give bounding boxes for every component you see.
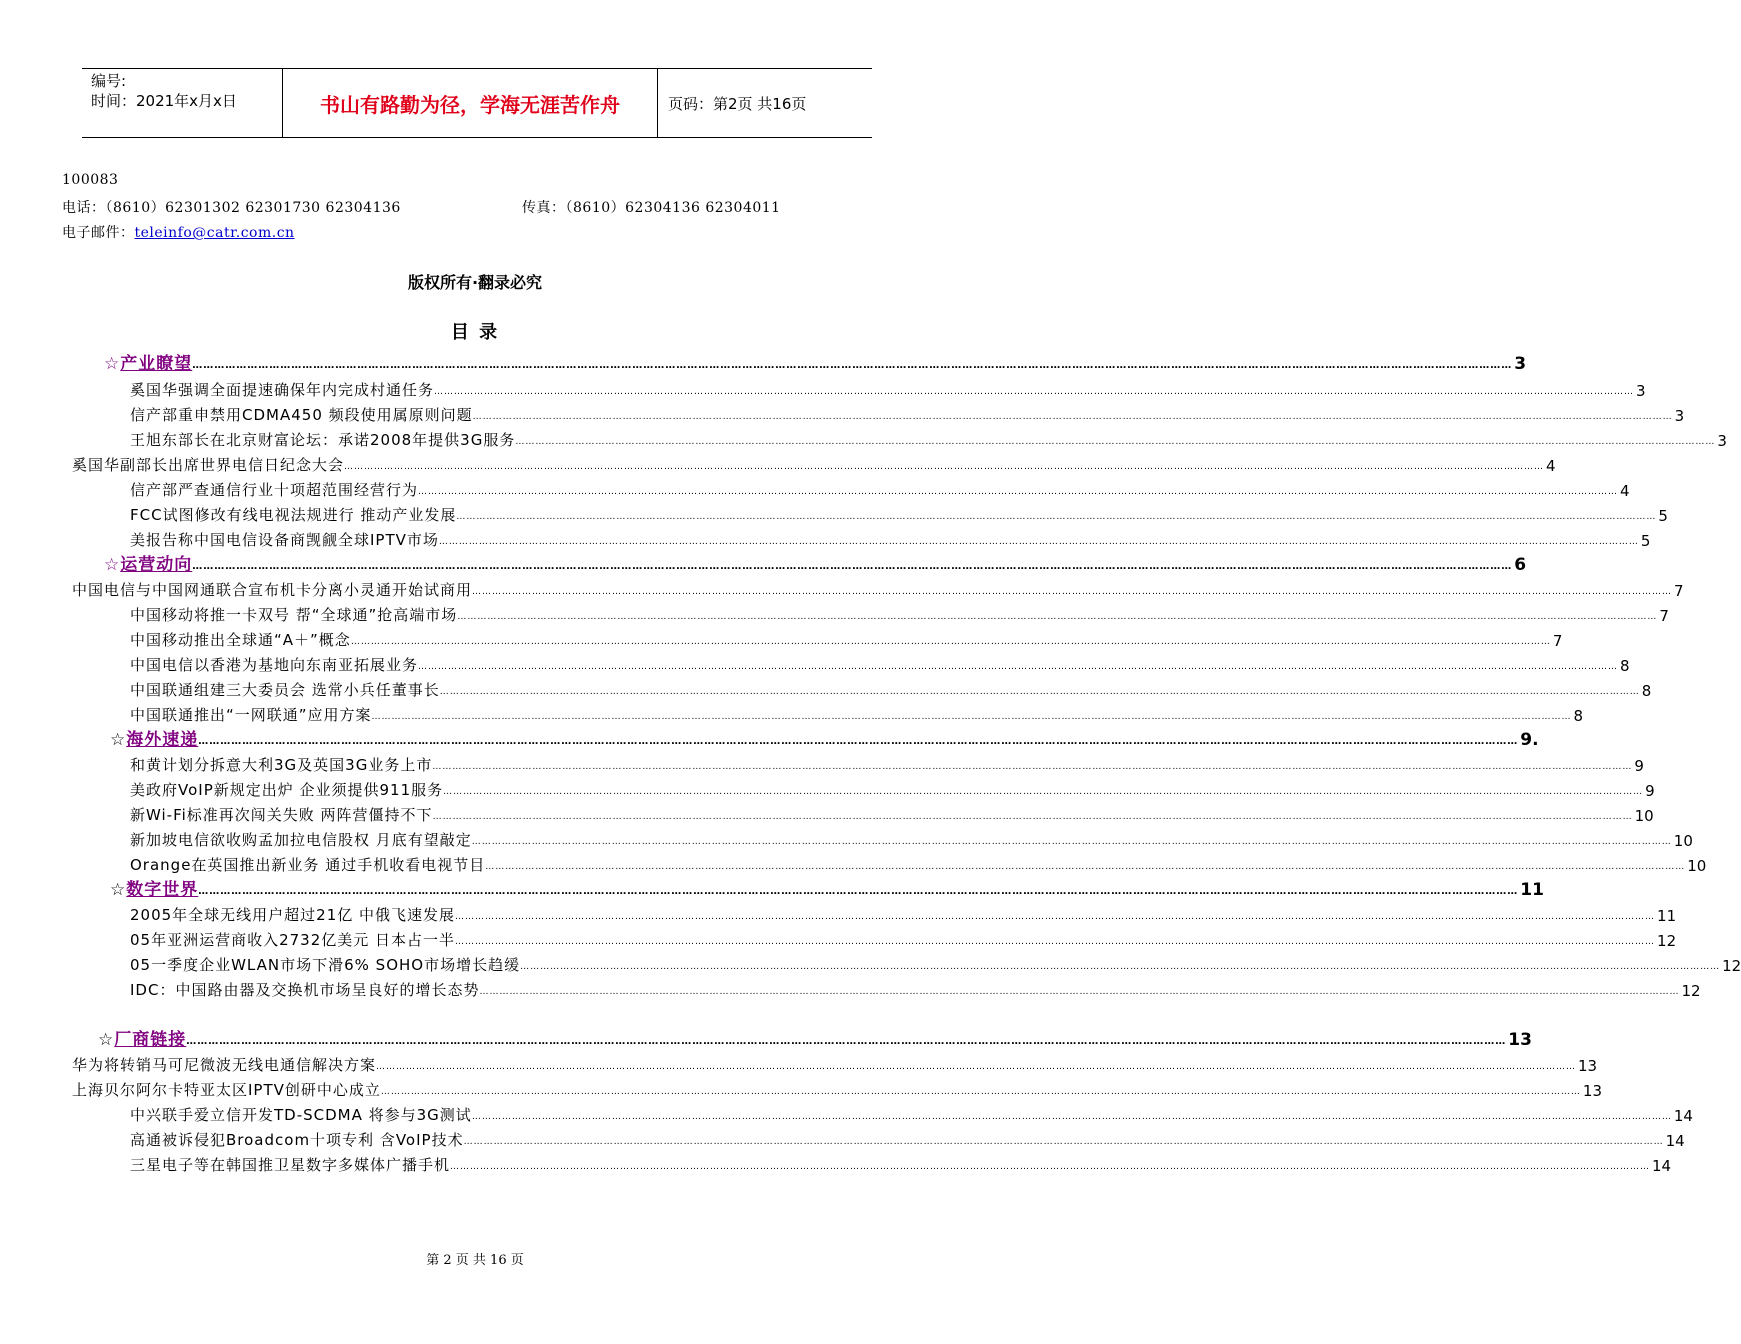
email-label: 电子邮件： [62, 225, 135, 241]
page-number: 4 [1546, 457, 1556, 475]
page-number: 9 [1634, 757, 1644, 775]
page-number: 8 [1641, 682, 1652, 700]
page-number: 3 [1514, 354, 1527, 374]
toc-section[interactable] [98, 1028, 1532, 1050]
toc-entry-title [98, 1025, 186, 1050]
toc-item[interactable] [130, 703, 1584, 725]
toc-item[interactable] [130, 928, 1677, 950]
section-name: 产业瞭望 [120, 354, 193, 374]
dot-leader: ……………………………………………………………………………………………………………………………………………………………………………………………………………………………………………………………………………………………………………………………… [463, 1137, 1664, 1147]
page-number: 10 [1634, 807, 1654, 825]
toc-entry-title: 美报告称中国电信设备商觊觎全球IPTV市场 [130, 531, 439, 549]
header-meta [82, 69, 282, 137]
toc-entry-title: 05年亚洲运营商收入2732亿美元 日本占一半 [130, 931, 456, 949]
toc-item[interactable] [72, 1053, 1598, 1075]
dot-leader: ……………………………………………………………………………………………………………………………………………………………………………………………………………………………………………………………………………………………………………………………… [434, 387, 1635, 397]
copyright-notice: 版权所有·翻录必究 [407, 273, 543, 292]
page-number: 11 [1520, 880, 1544, 900]
page-footer: 第 2 页 共 16 页 [426, 1253, 524, 1268]
toc-entry-title: FCC试图修改有线电视法规进行 推动产业发展 [130, 506, 457, 524]
toc-item[interactable] [130, 653, 1630, 675]
fax-line: 传真：（8610）62304136 62304011 [522, 200, 781, 216]
toc-section[interactable] [104, 352, 1527, 374]
toc-item[interactable] [72, 1078, 1602, 1100]
toc-entry-title: 2005年全球无线用户超过21亿 中俄飞速发展 [130, 906, 456, 924]
toc-item[interactable] [130, 978, 1701, 1000]
page-number: 13 [1508, 1030, 1532, 1050]
toc-item[interactable] [130, 428, 1727, 450]
dot-leader: ……………………………………………………………………………………………………………………………………………………………………………………………………………………………………………………………………………………………………………………………… [418, 662, 1619, 672]
page-number: 5 [1640, 532, 1651, 550]
toc-entry-title: 中国电信以香港为基地向东南亚拓展业务 [130, 656, 419, 674]
section-name: 海外速递 [126, 730, 199, 750]
dot-leader: ……………………………………………………………………………………………………………………………………………………………………………………………………………………………………………………………………………………………………………………………… [432, 812, 1633, 822]
toc-item[interactable] [130, 828, 1693, 850]
toc-item[interactable] [130, 528, 1651, 550]
dot-leader: ……………………………………………………………………………………………………………………………………………………………………………………………………………………………………………………………………………………………………………………………… [520, 962, 1721, 972]
toc-entry-title [104, 349, 192, 374]
page-number: 4 [1620, 482, 1630, 500]
dot-leader: ……………………………………………………………………………………………………………………………………………………………………………………………………………………………………………………………………………………………………………………………… [456, 512, 1657, 522]
toc-entry-title: 信产部严查通信行业十项超范围经营行为 [130, 481, 419, 499]
page-number: 13 [1578, 1057, 1598, 1075]
toc-item[interactable] [130, 753, 1644, 775]
page-number: 3 [1717, 432, 1727, 450]
page-number: 12 [1657, 932, 1677, 950]
toc-item[interactable] [130, 903, 1677, 925]
toc-section[interactable] [110, 878, 1544, 900]
toc-entry-title: 和黄计划分拆意大利3G及英国3G业务上市 [130, 756, 433, 774]
dot-leader: ……………………………………………………………………………………………………………………………………………………………………………………………………………………………………………………………………………………………………………………………… [472, 412, 1673, 422]
page-number: 7 [1659, 607, 1669, 625]
header-page-label: 页码：第2页 共16页 [668, 94, 807, 113]
dot-leader: ……………………………………………………………………………………………………………………………………………………………………………………………………………………………………………………………………………………………………………………………… [344, 462, 1545, 472]
toc-entry-title: 信产部重申禁用CDMA450 频段使用属原则问题 [130, 406, 473, 424]
toc-item[interactable] [130, 378, 1646, 400]
toc-title: 目 录 [450, 322, 500, 343]
dot-leader: ……………………………………………………………………………………………………………………………………………………………………………………………………………………………………………………………………………………………………………………………… [376, 1062, 1577, 1072]
page-number: 10 [1687, 857, 1707, 875]
toc-section[interactable] [110, 728, 1539, 750]
page-number: 3 [1674, 407, 1685, 425]
toc-item[interactable] [130, 1153, 1672, 1175]
toc-entry-title: 奚国华强调全面提速确保年内完成村通任务 [130, 381, 435, 399]
toc-entry-title: 三星电子等在韩国推卫星数字多媒体广播手机 [130, 1156, 451, 1174]
toc-item[interactable] [130, 678, 1652, 700]
page-number: 14 [1652, 1157, 1672, 1175]
toc-entry-title: 中国联通推出“一网联通”应用方案 [130, 706, 372, 724]
page-number: 10 [1673, 832, 1693, 850]
dot-leader: ……………………………………………………………………………………………………………………………………………………………………………………………………………………………………………………………………………………………………………………………… [485, 862, 1686, 872]
dot-leader: ……………………………………………………………………………………………………………………………………………………………………………………………………………………………………………………………………………………………………………………………… [418, 487, 1619, 497]
star-icon: ☆ [104, 354, 121, 374]
toc-item[interactable] [130, 628, 1563, 650]
toc-entry-title: 奚国华副部长出席世界电信日纪念大会 [72, 456, 345, 474]
dot-leader: ……………………………………………………………………………………………………………………………………………………………………………………………………………………………………………………………………………………………………………………………… [198, 736, 1519, 747]
toc-entry-title: 上海贝尔阿尔卡特亚太区IPTV创研中心成立 [72, 1081, 381, 1099]
time-label: 时间：2021年x月x日 [91, 92, 237, 110]
dot-leader: ……………………………………………………………………………………………………………………………………………………………………………………………………………………………………………………………………………………………………………………………… [380, 1087, 1581, 1097]
toc-entry-title: 05一季度企业WLAN市场下滑6% SOHO市场增长趋缓 [130, 956, 521, 974]
toc-entry-title: 中国电信与中国网通联合宣布机卡分离小灵通开始试商用 [72, 581, 473, 599]
toc-entry-title: 美政府VoIP新规定出炉 企业须提供911服务 [130, 781, 444, 799]
toc-entry-title [104, 550, 192, 575]
dot-leader: ……………………………………………………………………………………………………………………………………………………………………………………………………………………………………………………………………………………………………………………………… [479, 987, 1680, 997]
toc-item[interactable] [130, 503, 1668, 525]
section-name: 厂商链接 [114, 1030, 187, 1050]
toc-section[interactable] [104, 553, 1527, 575]
dot-leader: ……………………………………………………………………………………………………………………………………………………………………………………………………………………………………………………………………………………………………………………………… [455, 912, 1656, 922]
toc-item[interactable] [130, 603, 1669, 625]
page-number: 11 [1657, 907, 1677, 925]
star-icon: ☆ [104, 555, 121, 575]
toc-item[interactable] [130, 403, 1685, 425]
toc-entry-title: 新加坡电信欲收购孟加拉电信股权 月底有望敲定 [130, 831, 472, 849]
dot-leader: ……………………………………………………………………………………………………………………………………………………………………………………………………………………………………………………………………………………………………………………………… [457, 612, 1658, 622]
dot-leader: ……………………………………………………………………………………………………………………………………………………………………………………………………………………………………………………………………………………………………………………………… [432, 762, 1633, 772]
dot-leader: ……………………………………………………………………………………………………………………………………………………………………………………………………………………………………………………………………………………………………………………………… [450, 1162, 1651, 1172]
toc-entry-title: 中国移动将推一卡双号 帮“全球通”抢高端市场 [130, 606, 458, 624]
document-header [82, 68, 872, 138]
page-number: 7 [1674, 582, 1684, 600]
toc-item[interactable] [130, 1103, 1693, 1125]
dot-leader: ……………………………………………………………………………………………………………………………………………………………………………………………………………………………………………………………………………………………………………………………… [471, 837, 1672, 847]
toc-item[interactable] [130, 853, 1707, 875]
page-number: 8 [1573, 707, 1584, 725]
dot-leader: ……………………………………………………………………………………………………………………………………………………………………………………………………………………………………………………………………………………………………………………………… [371, 712, 1572, 722]
page-number: 14 [1673, 1107, 1693, 1125]
toc-item[interactable] [130, 953, 1741, 975]
toc-item[interactable] [130, 803, 1654, 825]
toc-item[interactable] [130, 1128, 1685, 1150]
page-number: 9. [1520, 730, 1539, 750]
dot-leader: ……………………………………………………………………………………………………………………………………………………………………………………………………………………………………………………………………………………………………………………………… [472, 587, 1673, 597]
page-number: 7 [1552, 632, 1563, 650]
toc-item[interactable] [72, 453, 1556, 475]
toc-entry-title: 王旭东部长在北京财富论坛：承诺2008年提供3G服务 [130, 431, 516, 449]
email-link[interactable]: teleinfo@catr.com.cn [134, 225, 295, 241]
toc-entry-title [110, 725, 198, 750]
toc-entry-title: 新Wi-Fi标准再次闯关失败 两阵营僵持不下 [130, 806, 433, 824]
toc-entry-title: 中国移动推出全球通“A＋”概念 [130, 631, 351, 649]
star-icon: ☆ [110, 730, 127, 750]
page-number: 8 [1620, 657, 1630, 675]
star-icon: ☆ [110, 880, 127, 900]
page-number: 14 [1665, 1132, 1685, 1150]
toc-entry-title: 华为将转销马可尼微波无线电通信解决方案 [72, 1056, 377, 1074]
postcode: 100083 [62, 172, 119, 188]
dot-leader: ……………………………………………………………………………………………………………………………………………………………………………………………………………………………………………………………………………………………………………………………… [186, 1036, 1507, 1047]
dot-leader: ……………………………………………………………………………………………………………………………………………………………………………………………………………………………………………………………………………………………………………………………… [192, 561, 1513, 572]
toc-item[interactable] [130, 478, 1630, 500]
code-label: 编号: [91, 72, 127, 90]
email-line [62, 222, 295, 242]
toc-entry-title: Orange在英国推出新业务 通过手机收看电视节目 [130, 856, 486, 874]
page-number: 3 [1636, 382, 1646, 400]
page-number: 5 [1658, 507, 1668, 525]
toc-item[interactable] [72, 578, 1684, 600]
section-name: 运营动向 [120, 555, 193, 575]
dot-leader: ……………………………………………………………………………………………………………………………………………………………………………………………………………………………………………………………………………………………………………………………… [198, 886, 1519, 897]
page-number: 9 [1645, 782, 1655, 800]
toc-entry-title: 高通被诉侵犯Broadcom十项专利 含VoIP技术 [130, 1131, 464, 1149]
dot-leader: ……………………………………………………………………………………………………………………………………………………………………………………………………………………………………………………………………………………………………………………………… [438, 537, 1639, 547]
dot-leader: ……………………………………………………………………………………………………………………………………………………………………………………………………………………………………………………………………………………………………………………………… [443, 787, 1644, 797]
toc-entry-title: 中兴联手爱立信开发TD-SCDMA 将参与3G测试 [130, 1106, 472, 1124]
dot-leader: ……………………………………………………………………………………………………………………………………………………………………………………………………………………………………………………………………………………………………………………………… [350, 637, 1551, 647]
page-number: 12 [1722, 957, 1741, 975]
dot-leader: ……………………………………………………………………………………………………………………………………………………………………………………………………………………………………………………………………………………………………………………………… [192, 360, 1513, 371]
star-icon: ☆ [98, 1030, 115, 1050]
dot-leader: ……………………………………………………………………………………………………………………………………………………………………………………………………………………………………………………………………………………………………………………………… [471, 1112, 1672, 1122]
toc-item[interactable] [130, 778, 1655, 800]
toc-entry-title: IDC：中国路由器及交换机市场呈良好的增长态势 [130, 981, 480, 999]
toc-entry-title [110, 875, 198, 900]
dot-leader: ……………………………………………………………………………………………………………………………………………………………………………………………………………………………………………………………………………………………………………………………… [515, 437, 1716, 447]
dot-leader: ……………………………………………………………………………………………………………………………………………………………………………………………………………………………………………………………………………………………………………………………… [455, 937, 1656, 947]
page-number: 13 [1582, 1082, 1602, 1100]
toc-entry-title: 中国联通组建三大委员会 选常小兵任董事长 [130, 681, 440, 699]
page-number: 12 [1681, 982, 1701, 1000]
phone-line: 电话：（8610）62301302 62301730 62304136 [62, 200, 401, 216]
section-name: 数字世界 [126, 880, 199, 900]
page-number: 6 [1514, 555, 1527, 575]
dot-leader: ……………………………………………………………………………………………………………………………………………………………………………………………………………………………………………………………………………………………………………………………… [439, 687, 1640, 697]
header-motto: 书山有路勤为径，学海无涯苦作舟 [282, 69, 658, 137]
